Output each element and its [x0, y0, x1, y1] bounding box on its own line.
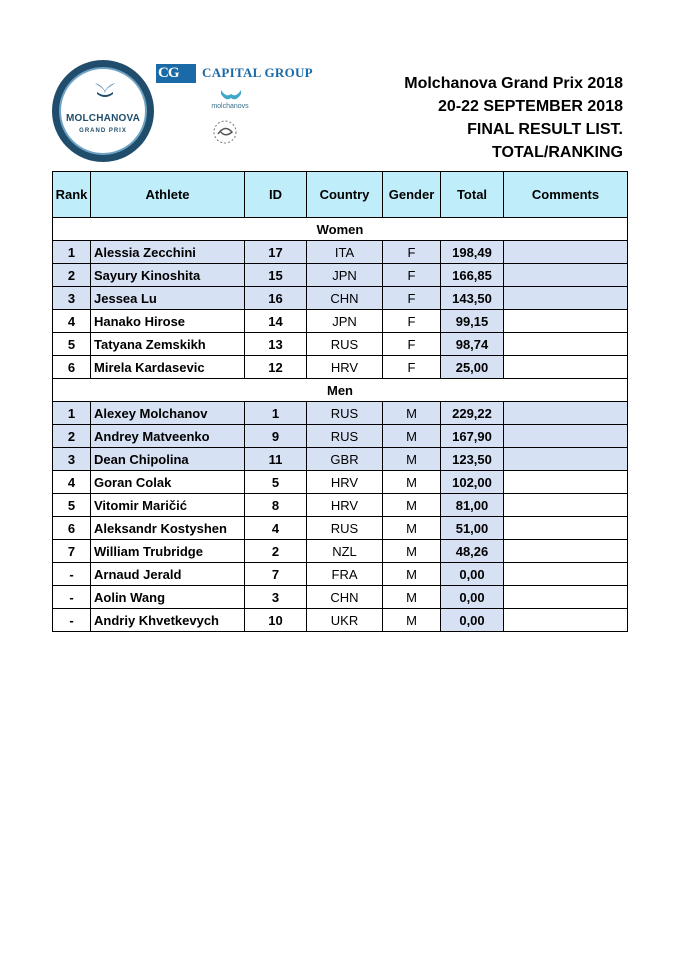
- total-cell: 51,00: [441, 517, 504, 540]
- rank-cell: -: [53, 609, 91, 632]
- gender-cell: M: [383, 402, 441, 425]
- table-row: [53, 586, 628, 609]
- comments-cell: [504, 425, 628, 448]
- comments-cell: [504, 609, 628, 632]
- table-row: [53, 333, 628, 356]
- athlete-cell: Goran Colak: [91, 471, 245, 494]
- country-cell: GBR: [307, 448, 383, 471]
- comments-cell: [504, 310, 628, 333]
- country-cell: RUS: [307, 517, 383, 540]
- gender-cell: M: [383, 494, 441, 517]
- gender-cell: M: [383, 425, 441, 448]
- table-row: [53, 563, 628, 586]
- total-cell: 166,85: [441, 264, 504, 287]
- comments-cell: [504, 448, 628, 471]
- total-cell: 0,00: [441, 563, 504, 586]
- id-cell: 7: [245, 563, 307, 586]
- wave-icon: [220, 88, 242, 102]
- comments-cell: [504, 241, 628, 264]
- rank-cell: 5: [53, 333, 91, 356]
- section-row: [53, 379, 628, 402]
- athlete-cell: Andrey Matveenko: [91, 425, 245, 448]
- rank-cell: 4: [53, 310, 91, 333]
- rank-cell: 2: [53, 425, 91, 448]
- event-dates: 20-22 SEPTEMBER 2018: [438, 98, 623, 115]
- table-row: [53, 425, 628, 448]
- badge-subtitle: GRAND PRIX: [79, 128, 127, 134]
- id-cell: 5: [245, 471, 307, 494]
- table-row: [53, 517, 628, 540]
- table-row: [53, 287, 628, 310]
- badge-name: MOLCHANOVA: [65, 113, 141, 124]
- column-header-rank: Rank: [53, 172, 91, 218]
- capital-group-mark: [156, 64, 196, 83]
- id-cell: 8: [245, 494, 307, 517]
- id-cell: 15: [245, 264, 307, 287]
- country-cell: UKR: [307, 609, 383, 632]
- country-cell: CHN: [307, 287, 383, 310]
- athlete-cell: Dean Chipolina: [91, 448, 245, 471]
- capital-group-name: CAPITAL GROUP: [202, 65, 313, 80]
- athlete-cell: Andriy Khvetkevych: [91, 609, 245, 632]
- country-cell: ITA: [307, 241, 383, 264]
- comments-cell: [504, 264, 628, 287]
- rank-cell: 3: [53, 448, 91, 471]
- gender-cell: M: [383, 586, 441, 609]
- athlete-cell: Vitomir Maričić: [91, 494, 245, 517]
- rank-cell: 2: [53, 264, 91, 287]
- gender-cell: F: [383, 241, 441, 264]
- table-row: [53, 402, 628, 425]
- rank-cell: 7: [53, 540, 91, 563]
- result-list-title: FINAL RESULT LIST.: [467, 121, 623, 138]
- table-row: [53, 471, 628, 494]
- country-cell: HRV: [307, 494, 383, 517]
- athlete-cell: Aolin Wang: [91, 586, 245, 609]
- total-cell: 48,26: [441, 540, 504, 563]
- athlete-cell: Sayury Kinoshita: [91, 264, 245, 287]
- rank-cell: -: [53, 563, 91, 586]
- section-label: Men: [53, 379, 628, 402]
- country-cell: RUS: [307, 402, 383, 425]
- athlete-cell: Arnaud Jerald: [91, 563, 245, 586]
- id-cell: 17: [245, 241, 307, 264]
- total-cell: 0,00: [441, 586, 504, 609]
- gender-cell: M: [383, 563, 441, 586]
- country-cell: HRV: [307, 356, 383, 379]
- gender-cell: M: [383, 540, 441, 563]
- gender-cell: F: [383, 356, 441, 379]
- rank-cell: 4: [53, 471, 91, 494]
- total-cell: 0,00: [441, 609, 504, 632]
- comments-cell: [504, 471, 628, 494]
- athlete-cell: Tatyana Zemskikh: [91, 333, 245, 356]
- total-cell: 143,50: [441, 287, 504, 310]
- rank-cell: 5: [53, 494, 91, 517]
- molchanovs-brand-name: molchanovs: [211, 103, 249, 110]
- molchanova-grand-prix-logo: [52, 60, 154, 162]
- section-row: [53, 218, 628, 241]
- table-row: [53, 609, 628, 632]
- table-header-row: [53, 172, 628, 218]
- country-cell: HRV: [307, 471, 383, 494]
- athlete-cell: Hanako Hirose: [91, 310, 245, 333]
- rank-cell: 1: [53, 402, 91, 425]
- spiral-ring-icon: [210, 118, 240, 146]
- total-cell: 102,00: [441, 471, 504, 494]
- athlete-cell: Alexey Molchanov: [91, 402, 245, 425]
- gender-cell: M: [383, 609, 441, 632]
- id-cell: 13: [245, 333, 307, 356]
- table-row: [53, 241, 628, 264]
- country-cell: NZL: [307, 540, 383, 563]
- id-cell: 16: [245, 287, 307, 310]
- id-cell: 3: [245, 586, 307, 609]
- comments-cell: [504, 494, 628, 517]
- comments-cell: [504, 287, 628, 310]
- event-title: Molchanova Grand Prix 2018: [404, 75, 623, 92]
- column-header-athlete: Athlete: [91, 172, 245, 218]
- total-cell: 198,49: [441, 241, 504, 264]
- comments-cell: [504, 517, 628, 540]
- gender-cell: F: [383, 333, 441, 356]
- id-cell: 12: [245, 356, 307, 379]
- total-cell: 98,74: [441, 333, 504, 356]
- badge-inner-ring: [59, 67, 147, 155]
- rank-cell: 1: [53, 241, 91, 264]
- gender-cell: M: [383, 448, 441, 471]
- gender-cell: F: [383, 310, 441, 333]
- country-cell: CHN: [307, 586, 383, 609]
- comments-cell: [504, 586, 628, 609]
- id-cell: 2: [245, 540, 307, 563]
- section-label: Women: [53, 218, 628, 241]
- athlete-cell: William Trubridge: [91, 540, 245, 563]
- gender-cell: F: [383, 264, 441, 287]
- table-row: [53, 448, 628, 471]
- country-cell: RUS: [307, 333, 383, 356]
- rank-cell: 3: [53, 287, 91, 310]
- gender-cell: M: [383, 471, 441, 494]
- table-row: [53, 494, 628, 517]
- capital-group-mark-text: CG: [158, 65, 179, 81]
- column-header-id: ID: [245, 172, 307, 218]
- whale-tail-icon: [94, 82, 116, 108]
- gender-cell: F: [383, 287, 441, 310]
- country-cell: FRA: [307, 563, 383, 586]
- comments-cell: [504, 333, 628, 356]
- total-cell: 123,50: [441, 448, 504, 471]
- column-header-gender: Gender: [383, 172, 441, 218]
- id-cell: 10: [245, 609, 307, 632]
- athlete-cell: Mirela Kardasevic: [91, 356, 245, 379]
- table-row: [53, 264, 628, 287]
- ranking-subtitle: TOTAL/RANKING: [492, 144, 623, 161]
- total-cell: 229,22: [441, 402, 504, 425]
- total-cell: 99,15: [441, 310, 504, 333]
- column-header-country: Country: [307, 172, 383, 218]
- table-row: [53, 356, 628, 379]
- comments-cell: [504, 402, 628, 425]
- athlete-cell: Alessia Zecchini: [91, 241, 245, 264]
- comments-cell: [504, 540, 628, 563]
- country-cell: RUS: [307, 425, 383, 448]
- column-header-total: Total: [441, 172, 504, 218]
- id-cell: 14: [245, 310, 307, 333]
- gender-cell: M: [383, 517, 441, 540]
- id-cell: 11: [245, 448, 307, 471]
- athlete-cell: Aleksandr Kostyshen: [91, 517, 245, 540]
- country-cell: JPN: [307, 310, 383, 333]
- total-cell: 167,90: [441, 425, 504, 448]
- table-row: [53, 310, 628, 333]
- id-cell: 4: [245, 517, 307, 540]
- rank-cell: 6: [53, 356, 91, 379]
- rank-cell: -: [53, 586, 91, 609]
- id-cell: 1: [245, 402, 307, 425]
- results-body: [53, 218, 628, 632]
- rank-cell: 6: [53, 517, 91, 540]
- country-cell: JPN: [307, 264, 383, 287]
- column-header-comments: Comments: [504, 172, 628, 218]
- document-title-block: [404, 72, 623, 164]
- athlete-cell: Jessea Lu: [91, 287, 245, 310]
- total-cell: 81,00: [441, 494, 504, 517]
- total-cell: 25,00: [441, 356, 504, 379]
- id-cell: 9: [245, 425, 307, 448]
- table-row: [53, 540, 628, 563]
- comments-cell: [504, 356, 628, 379]
- results-table: [52, 171, 628, 632]
- comments-cell: [504, 563, 628, 586]
